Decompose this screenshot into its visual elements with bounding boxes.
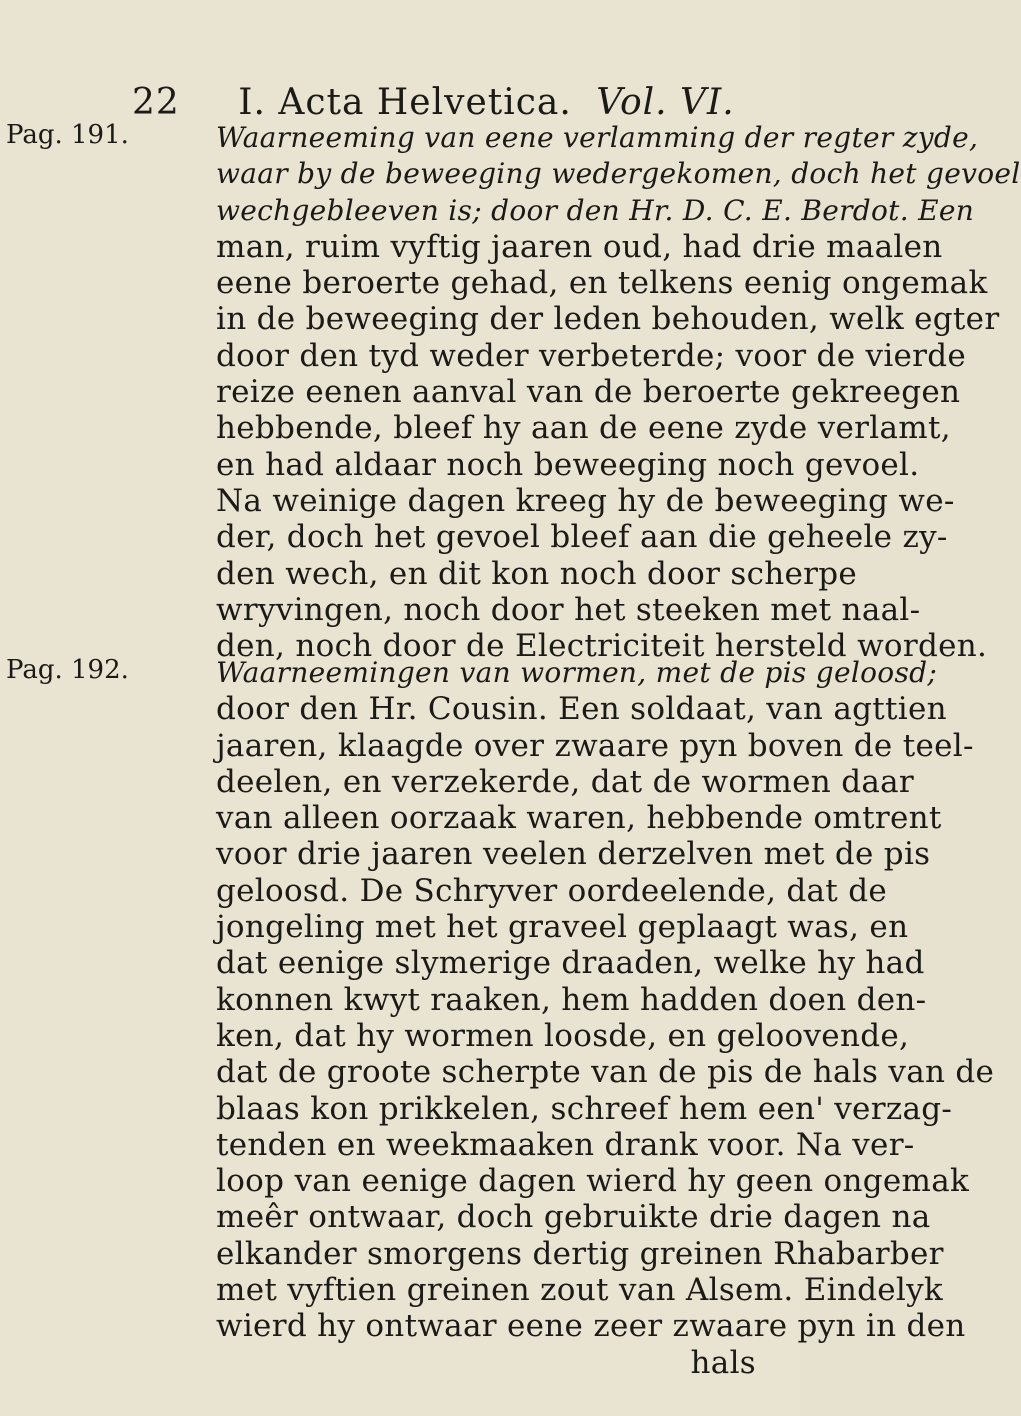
text-line: jongeling met het graveel geplaagt was, en: [216, 909, 909, 946]
text-line: blaas kon prikkelen, schreef hem een' verzag-: [216, 1090, 953, 1127]
text-line: hebbende, bleef hy aan de eene zyde verlamt,: [216, 410, 951, 447]
volume-label: Vol. VI.: [596, 82, 735, 123]
text-line: tenden en weekmaaken drank voor. Na ver-: [216, 1126, 915, 1163]
text-line: den, noch door de Electriciteit hersteld worden.: [216, 628, 988, 665]
text-line: Na weinige dagen kreeg hy de beweeging we-: [216, 482, 955, 519]
text-line: geloosd. De Schryver oordeelende, dat de: [216, 872, 888, 909]
text-line: wryvingen, noch door het steeken met naal-: [216, 591, 921, 628]
text-line: konnen kwyt raaken, hem hadden doen den-: [216, 981, 927, 1018]
text-line: wierd hy ontwaar eene zeer zwaare pyn in den: [216, 1308, 966, 1345]
text-line: dat eenige slymerige draaden, welke hy had: [216, 945, 925, 982]
text-line: loop van eenige dagen wierd hy geen ongemak: [216, 1163, 970, 1200]
article-title-line: wechgebleeven is; door den Hr. D. C. E. Berdot. Een: [216, 193, 975, 227]
text-line: en had aldaar noch beweeging noch gevoel.: [216, 446, 920, 483]
text-line: ken, dat hy wormen loosde, en geloovende,: [216, 1017, 910, 1054]
text-line: elkander smorgens dertig greinen Rhabarber: [216, 1235, 944, 1272]
text-line: van alleen oorzaak waren, hebbende omtrent: [216, 800, 942, 837]
page-number: 22: [132, 82, 180, 123]
text-line: dat de groote scherpte van de pis de hals van de: [216, 1054, 995, 1091]
article-title-line: Waarneeming van eene verlamming der regter zyde,: [216, 121, 979, 154]
text-line: der, doch het gevoel bleef aan die geheele zy-: [216, 519, 948, 556]
text-line: voor drie jaaren veelen derzelven met de pis: [216, 836, 931, 873]
text-line: in de beweeging der leden behouden, welk egter: [216, 301, 1000, 338]
text-line: door den tyd weder verbeterde; voor de vierde: [216, 337, 967, 374]
text-line: met vyftien greinen zout van Alsem. Eindelyk: [216, 1272, 944, 1309]
text-line: door den Hr. Cousin. Een soldaat, van agttien: [216, 691, 947, 728]
article-waarneeming-verlamming: [216, 120, 1021, 665]
margin-reference-1: Pag. 191.: [6, 120, 129, 150]
margin-reference-2: Pag. 192.: [6, 655, 129, 685]
text-line: deelen, en verzekerde, dat de wormen daar: [216, 763, 915, 800]
catchword: hals: [690, 1344, 756, 1381]
article-waarneemingen-wormen: [216, 655, 995, 1381]
text-line: reize eenen aanval van de beroerte gekreegen: [216, 374, 961, 411]
running-header: [132, 82, 735, 123]
text-line: man, ruim vyftig jaaren oud, had drie maalen: [216, 228, 943, 265]
text-line: meêr ontwaar, doch gebruikte drie dagen na: [216, 1199, 931, 1236]
article-title-line: waar by de beweeging wedergekomen, doch het gevoel: [216, 157, 1021, 191]
journal-title: I. Acta Helvetica.: [238, 82, 572, 123]
text-line: jaaren, klaagde over zwaare pyn boven de teel-: [216, 727, 974, 764]
text-line: den wech, en dit kon noch door scherpe: [216, 555, 858, 592]
text-line: eene beroerte gehad, en telkens eenig ongemak: [216, 265, 988, 302]
article-title-line: Waarneemingen van wormen, met de pis geloosd;: [216, 656, 938, 689]
